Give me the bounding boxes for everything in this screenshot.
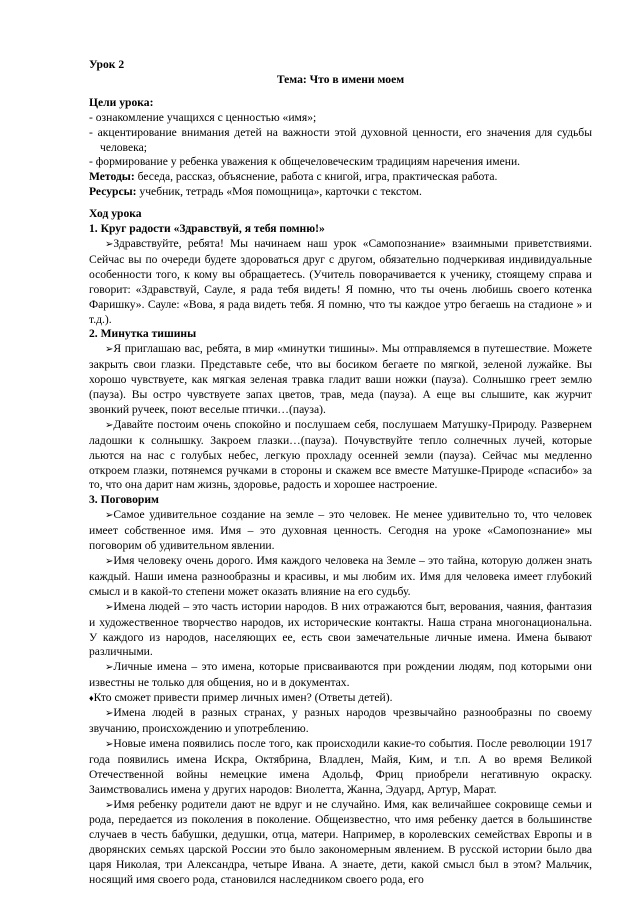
goal-item: - формирование у ребенка уважения к общечеловеческим традициям наречения имени.: [89, 155, 521, 169]
section-3-paragraph: ➢Имена людей в разных странах, у разных народов чрезвычайно разнообразны по своему звучанию, происхождению и употреблению.: [89, 706, 592, 735]
section-3-paragraph: ➢Имя ребенку родители дают не вдруг и не случайно. Имя, как величайшее сокровище семьи и рода, передается из поколения в поколение. Общеизвестно, что имя ребенку дается в большинстве случаев в честь бабушки, дедушки, отца, матери. Например, в королевских семействах Европы и в дворянских семьях царской России это было закономерным явлением. В русской истории было два царя Николая, три Александра, четыре Ивана. А знаете, дети, какой смысл был в этом? Мальчик, носящий имя своего рода, становился наследником своего рода, его: [89, 797, 592, 887]
arrow-bullet-icon: ➢: [105, 510, 114, 522]
lesson-number: Урок 2: [89, 58, 125, 71]
section-3-paragraph: ➢Новые имена появились после того, как происходили какие-то события. После революции 1917 года появились имена Искра, Октябрина, Владлен, Майя, Ким, и т.п. А во время Великой Отечественной войны немецкие имена Адольф, Фриц приобрели негативную окраску. Заимствовались имена у других народов: Виолетта, Жанна, Эдуард, Артур, Марат.: [89, 736, 592, 796]
methods-label: Методы:: [89, 170, 135, 184]
section-3-paragraph: ➢Самое удивительное создание на земле – это человек. Не менее удивительно то, что человек имеет собственное имя. Имя – это духовная ценность. Сегодня на уроке «Самопознание» мы поговорим об удивительном явлении.: [89, 508, 592, 553]
arrow-bullet-icon: ➢: [105, 344, 114, 356]
arrow-bullet-icon: ➢: [105, 662, 114, 674]
arrow-bullet-icon: ➢: [105, 556, 114, 567]
section-3-paragraph: ➢Имена людей – это часть истории народов. В них отражаются быт, верования, чаяния, фантазия и художественное творчество народов, их исторические контакты. Наша страна многонациональна. У каждого из народов, населяющих ее, есть свои замечательные личные имена. Имена бывают различными.: [89, 599, 592, 659]
goals-title: Цели урока:: [89, 95, 154, 109]
section-3-title: 3. Поговорим: [89, 493, 159, 507]
section-2-paragraph: ➢Я приглашаю вас, ребята, в мир «минутки тишины». Мы отправляемся в путешествие. Можете закрыть свои глазки. Представьте себе, что вы босиком бегаете по мягкой, зеленой лужайке. Вы хорошо чувствуете, как мягкая зеленая травка гладит ваши ножки (пауза). Солнышко греет землю (пауза). Вы остро чувствуете запах цветов, трав, меда (пауза). А еще вы слышите, как журчит звонкий ручеек, поют веселые птички…(пауза).: [89, 342, 592, 416]
lesson-topic: Тема: Что в имени моем: [276, 72, 405, 86]
section-2-title: 2. Минутка тишины: [89, 327, 197, 341]
arrow-bullet-icon: ➢: [105, 601, 114, 613]
arrow-bullet-icon: ➢: [105, 708, 114, 720]
diamond-bullet-icon: ♦: [89, 693, 94, 704]
course-title: Ход урока: [89, 207, 142, 221]
goal-item: - ознакомление учащихся с ценностью «имя»;: [89, 110, 317, 124]
arrow-bullet-icon: ➢: [105, 419, 114, 431]
methods-text: беседа, рассказ, объяснение, работа с книгой, игра, практическая работа.: [134, 170, 498, 184]
question-line: ♦Кто сможет привести пример личных имен? (Ответы детей).: [89, 691, 393, 705]
resources-label: Ресурсы:: [89, 185, 137, 199]
goal-item: - акцентирование внимания детей на важности этой духовной ценности, его значения для судьбы человека;: [89, 125, 592, 154]
section-1-paragraph: ➢Здравствуйте, ребята! Мы начинаем наш урок «Самопознание» взаимными приветствиями. Сейчас вы по очереди будете здороваться друг с другом, обязательно подчеркивая индивидуальные особенности того, к кому вы обращаетесь. (Учитель поворачивается к ученику, стоящему справа и говорит: «Здравствуй, Сауле, я рада тебя видеть! Я помню, что ты очень любишь своего котенка Фаришку». Сауле: «Вова, я рада видеть тебя. Я помню, что ты каждое утро бегаешь на стадионе » и т.д.).: [89, 236, 592, 326]
arrow-bullet-icon: ➢: [105, 738, 114, 750]
methods-line: [89, 170, 592, 185]
resources-text: учебник, тетрадь «Моя помощница», карточки с текстом.: [136, 185, 422, 199]
resources-line: [89, 185, 592, 200]
section-2-paragraph: ➢Давайте постоим очень спокойно и послушаем себя, послушаем Матушку-Природу. Развернем ладошки к солнышку. Закроем глазки…(пауза). Почувствуйте тепло солнечных лучей, которые льются на нас с голубых небес, легкую прохладу осенней земли (пауза). Сейчас мы медленно откроем глазки, потянемся ручками в стороны и скажем все вместе Матушке-Природе «спасибо» за то, что она дарит нам жизнь, здоровье, радость и хорошее настроение.: [89, 417, 592, 492]
section-1-title: 1. Круг радости «Здравствуй, я тебя помню!»: [89, 222, 325, 236]
section-3-paragraph: ➢Личные имена – это имена, которые присваиваются при рождении людям, под которыми они известны не только для общения, но и в документах.: [89, 660, 592, 690]
arrow-bullet-icon: ➢: [105, 238, 114, 250]
arrow-bullet-icon: ➢: [105, 799, 114, 811]
section-3-paragraph: ➢Имя человеку очень дорого. Имя каждого человека на Земле – это тайна, которую должен знать каждый. Наши имена разнообразны и красивы, и мы любим их. Имя для человека имеет глубокий смысл и в какой-то степени может оказать влияние на его судьбу.: [89, 554, 592, 598]
